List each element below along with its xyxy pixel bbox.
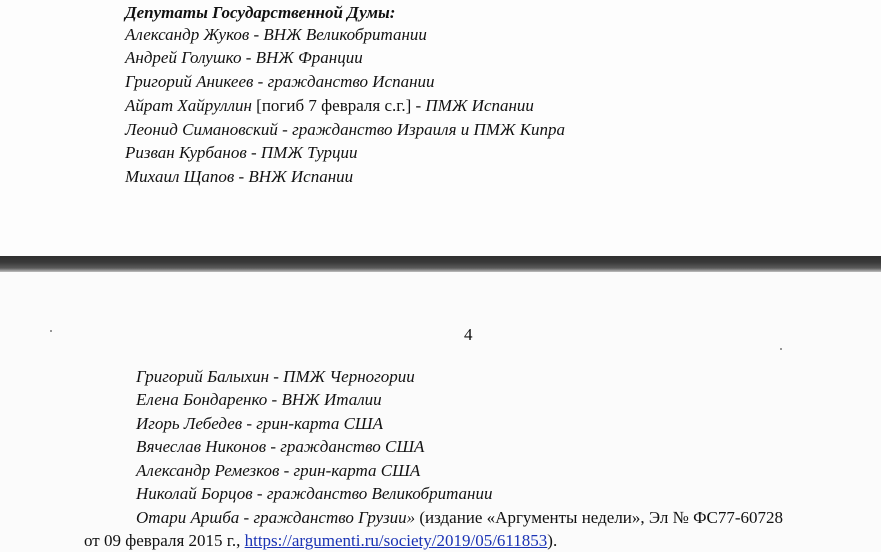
residence-status: - ПМЖ Испании — [411, 96, 534, 115]
residence-status: - гражданство США — [266, 437, 425, 456]
residence-status: - гражданство Великобритании — [252, 484, 493, 503]
deputy-name: Александр Ремезков — [136, 461, 280, 480]
residence-status: - ВНЖ Великобритании — [249, 25, 427, 44]
list-item — [136, 507, 783, 529]
list-item — [125, 71, 435, 93]
list-item — [125, 95, 534, 117]
source-citation-line — [84, 530, 557, 552]
scan-speck — [780, 348, 782, 350]
deputy-name: Григорий Балыхин — [136, 367, 270, 386]
list-item — [125, 119, 565, 141]
deputy-name: Леонид Симановский — [125, 120, 278, 139]
list-heading — [125, 2, 395, 24]
residence-status: - ВНЖ Испании — [234, 167, 354, 186]
deputy-name: Айрат Хайруллин — [125, 96, 252, 115]
deputy-name: Ризван Курбанов — [125, 143, 247, 162]
deputy-name: Елена Бондаренко — [136, 390, 268, 409]
document-page-top — [0, 0, 881, 256]
deputy-name: Григорий Аникеев — [125, 72, 254, 91]
deputy-name: Отари Аршба — [136, 508, 240, 527]
list-item — [136, 483, 493, 505]
deputy-name: Михаил Щапов — [125, 167, 235, 186]
list-item — [125, 47, 363, 69]
deputy-name: Андрей Голушко — [125, 48, 242, 67]
deputy-name: Александр Жуков — [125, 25, 250, 44]
list-item — [125, 24, 427, 46]
residence-status: - ПМЖ Черногории — [269, 367, 415, 386]
list-item — [125, 142, 358, 164]
source-date: от 09 февраля 2015 г., — [84, 531, 245, 550]
residence-status: - гражданство Грузии» — [239, 508, 416, 527]
source-closing: ). — [547, 531, 558, 550]
death-note: [погиб 7 февраля с.г.] — [251, 96, 412, 115]
list-item — [136, 389, 382, 411]
source-link[interactable]: https://argumenti.ru/society/2019/05/611853 — [244, 531, 548, 550]
source-citation: (издание «Аргументы недели», Эл № ФС77-60728 — [415, 508, 784, 527]
residence-status: - грин-карта США — [242, 414, 384, 433]
list-item — [125, 166, 353, 188]
scan-speck — [50, 330, 52, 332]
deputy-name: Вячеслав Никонов — [136, 437, 267, 456]
deputy-name: Николай Борцов — [136, 484, 253, 503]
residence-status: - ПМЖ Турции — [246, 143, 358, 162]
heading-text: Депутаты Государственной Думы: — [125, 3, 396, 22]
residence-status: - гражданство Израиля и ПМЖ Кипра — [277, 120, 566, 139]
list-item — [136, 460, 420, 482]
list-item — [136, 436, 424, 458]
deputy-name: Игорь Лебедев — [136, 414, 243, 433]
list-item — [136, 366, 415, 388]
residence-status: - ВНЖ Франции — [241, 48, 363, 67]
residence-status: - гражданство Испании — [253, 72, 435, 91]
residence-status: - грин-карта США — [279, 461, 421, 480]
list-item — [136, 413, 383, 435]
residence-status: - ВНЖ Италии — [267, 390, 382, 409]
page-separator — [0, 256, 881, 272]
page-number: 4 — [464, 325, 473, 344]
